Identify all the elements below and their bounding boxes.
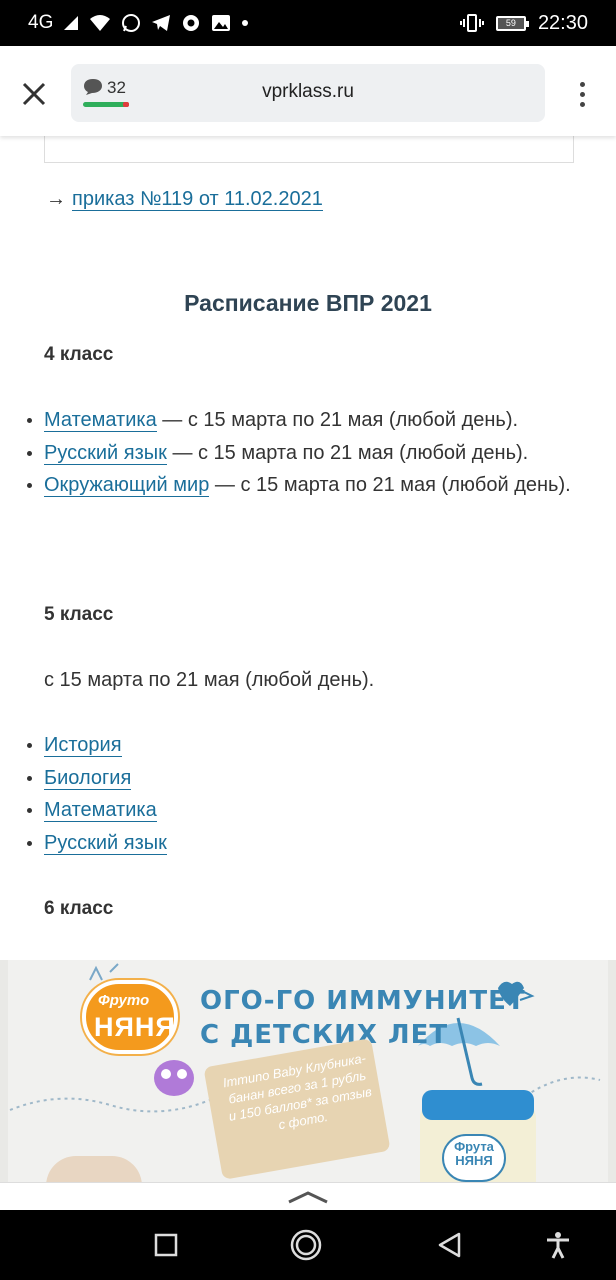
close-icon (21, 81, 47, 107)
accessibility-icon (543, 1230, 573, 1260)
jar-lid (422, 1090, 534, 1120)
gallery-icon (211, 14, 231, 32)
home-button[interactable] (288, 1227, 324, 1263)
grade5-list (44, 729, 584, 859)
bottom-sheet-handle[interactable] (0, 1182, 616, 1210)
grade6-heading: 6 класс (44, 898, 114, 919)
battery-icon: 59 (496, 16, 526, 31)
chevron-up-icon (287, 1190, 329, 1204)
wifi-icon (89, 14, 111, 32)
previous-block-frame (44, 136, 574, 163)
ad-headline-line2: С ДЕТСКИХ ЛЕТ (200, 1020, 449, 1050)
list-item (44, 827, 584, 860)
accessibility-button[interactable] (540, 1227, 576, 1263)
date-text: — с 15 марта по 21 мая (любой день). (166, 441, 529, 464)
ad-headline-line1: ОГО-ГО ИММУНИТЕТ (200, 986, 526, 1016)
product-jar (420, 1100, 536, 1182)
list-item (44, 437, 584, 470)
baby-photo (46, 1156, 142, 1182)
subject-link-world[interactable]: Окружающий мир (44, 474, 210, 496)
telegram-icon (151, 14, 171, 32)
arrow-icon: → (46, 188, 66, 210)
comments-count: 32 (107, 78, 126, 97)
order-link[interactable]: приказ №119 от 11.02.2021 (72, 188, 323, 210)
dot-icon (580, 92, 585, 97)
logo-text-main: НЯНЯ (94, 1012, 176, 1042)
subject-link-history[interactable]: История (44, 734, 122, 756)
square-icon (153, 1232, 179, 1258)
overflow-menu-button[interactable] (570, 76, 594, 112)
chrome-icon (181, 13, 201, 33)
clock: 22:30 (537, 11, 588, 34)
page-content (0, 136, 616, 960)
subject-link-russian[interactable]: Русский язык (44, 441, 167, 464)
back-triangle-icon (436, 1231, 464, 1259)
grade4-heading: 4 класс (44, 344, 114, 365)
list-item (44, 762, 584, 795)
order-link-line (46, 188, 323, 211)
grade4-list (44, 404, 584, 502)
subject-link-math[interactable]: Математика (44, 799, 157, 821)
recents-button[interactable] (148, 1227, 184, 1263)
price-tag-text: Immuno Baby Клубника-банан всего за 1 рубль и 150 баллов* за отзыв с фото. (221, 1050, 373, 1133)
date-text: — с 15 марта по 21 мая (любой день). (209, 474, 571, 496)
list-item (44, 794, 584, 827)
dot-icon (580, 102, 585, 107)
browser-toolbar (0, 46, 616, 136)
system-navigation-bar (0, 1210, 616, 1280)
network-type: 4G (28, 12, 54, 33)
url-text: vprklass.ru (262, 81, 354, 102)
home-circle-icon (289, 1228, 323, 1262)
brand-logo (82, 980, 178, 1054)
list-item (44, 469, 584, 502)
list-item (44, 729, 584, 762)
list-item (44, 404, 584, 437)
grade5-heading: 5 класс (44, 604, 114, 625)
subject-link-russian[interactable]: Русский язык (44, 831, 167, 854)
more-notifications-icon (241, 19, 249, 27)
page-title: Расписание ВПР 2021 (184, 290, 432, 316)
logo-text-top: Фруто (98, 992, 150, 1009)
vibrate-icon (460, 13, 484, 33)
grade5-dates: с 15 марта по 21 мая (любой день). (44, 669, 375, 691)
whatsapp-icon (121, 13, 141, 33)
address-bar[interactable] (71, 64, 545, 122)
date-text: — с 15 марта по 21 мая (любой день). (156, 409, 519, 431)
jar-label: Фрута НЯНЯ (442, 1134, 506, 1182)
status-bar (0, 0, 616, 46)
signal-icon (63, 15, 79, 31)
subject-link-biology[interactable]: Биология (44, 766, 132, 789)
close-tab-button[interactable] (16, 76, 52, 112)
subject-link-math[interactable]: Математика (44, 409, 157, 431)
back-button[interactable] (432, 1227, 468, 1263)
ad-banner[interactable] (0, 960, 616, 1182)
dot-icon (580, 82, 585, 87)
